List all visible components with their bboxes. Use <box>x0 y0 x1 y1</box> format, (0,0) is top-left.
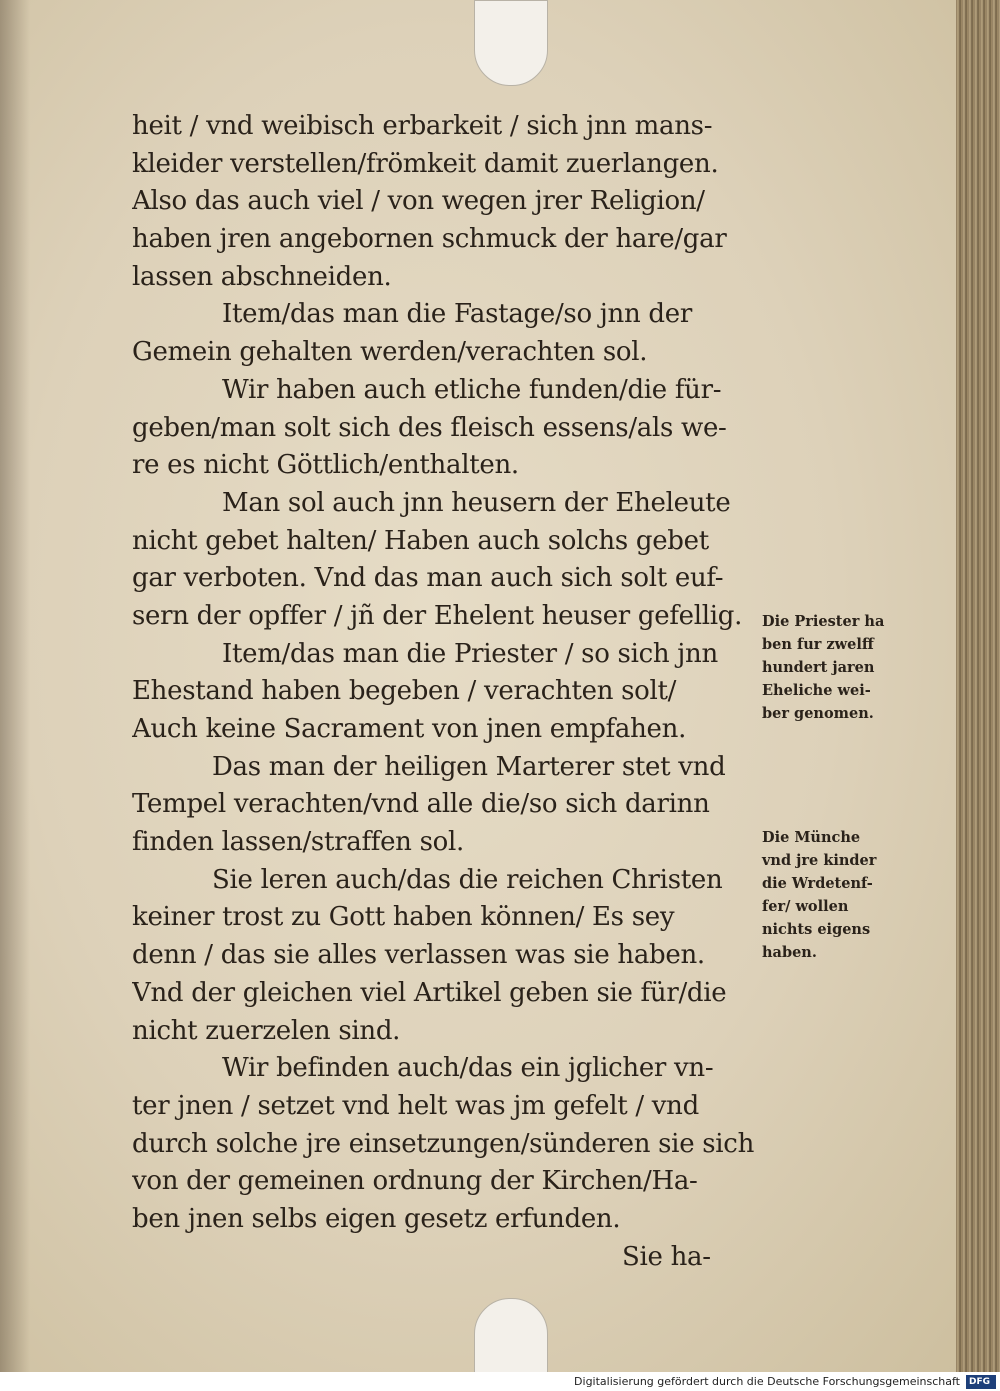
body-line: nicht gebet halten/ Haben auch solchs gebet <box>132 525 709 556</box>
body-line: Wir haben auch etliche funden/die für- <box>222 374 722 405</box>
body-line: durch solche jre einsetzungen/sünderen sie sich <box>132 1128 755 1159</box>
body-line: Man sol auch jnn heusern der Eheleute <box>222 487 731 518</box>
body-line: lassen abschneiden. <box>132 261 392 292</box>
gutter-shadow <box>0 0 30 1372</box>
body-line: Wir befinden auch/das ein jglicher vn- <box>222 1053 714 1084</box>
margin-line: Die Münche <box>762 829 861 846</box>
margin-line: ber genomen. <box>762 705 874 722</box>
page-clip-top <box>474 0 548 86</box>
body-line: nicht zuerzelen sind. <box>132 1015 401 1046</box>
margin-line: haben. <box>762 944 817 961</box>
body-line: re es nicht Göttlich/enthalten. <box>132 450 519 481</box>
body-line: geben/man solt sich des fleisch essens/als we- <box>132 412 727 443</box>
body-line: Sie leren auch/das die reichen Christen <box>212 864 723 895</box>
body-line: von der gemeinen ordnung der Kirchen/Ha- <box>132 1166 698 1197</box>
body-line: kleider verstellen/frömkeit damit zuerlangen. <box>132 148 719 179</box>
body-line: Gemein gehalten werden/verachten sol. <box>132 337 648 368</box>
body-line: Tempel verachten/vnd alle die/so sich darinn <box>132 789 710 820</box>
body-line: ben jnen selbs eigen gesetz erfunden. <box>132 1203 621 1234</box>
margin-line: Die Priester ha <box>762 613 885 630</box>
body-line: haben jren angebornen schmuck der hare/gar <box>132 224 727 255</box>
margin-line: Eheliche wei- <box>762 682 871 699</box>
body-line: heit / vnd weibisch erbarkeit / sich jnn mans- <box>132 111 713 141</box>
margin-line: vnd jre kinder <box>762 852 877 869</box>
body-line: Also das auch viel / von wegen jrer Religion/ <box>132 186 705 217</box>
margin-line: die Wrdetenf- <box>762 875 873 892</box>
margin-line: ben fur zwelff <box>762 636 874 653</box>
footer-credit: Digitalisierung gefördert durch die Deutsche Forschungsgemeinschaft <box>574 1375 960 1388</box>
body-line: Vnd der gleichen viel Artikel geben sie für/die <box>132 977 727 1008</box>
body-line: Item/das man die Priester / so sich jnn <box>222 638 718 669</box>
footer-bar <box>0 1372 1000 1391</box>
body-line: finden lassen/straffen sol. <box>132 827 464 858</box>
margin-line: nichts eigens <box>762 921 871 938</box>
body-text <box>132 108 762 1276</box>
page-clip-bottom <box>474 1298 548 1374</box>
body-line: Auch keine Sacrament von jnen empfahen. <box>132 714 687 744</box>
body-line: sern der opffer / jñ der Ehelent heuser gefellig. <box>132 600 743 631</box>
margin-note-priests <box>762 610 912 725</box>
body-line: Item/das man die Fastage/so jnn der <box>222 299 692 330</box>
body-line: keiner trost zu Gott haben können/ Es sey <box>132 902 675 933</box>
body-line: gar verboten. Vnd das man auch sich solt euf- <box>132 563 724 594</box>
body-line: Ehestand haben begeben / verachten solt/ <box>132 676 677 707</box>
margin-line: hundert jaren <box>762 659 875 676</box>
body-line: ter jnen / setzet vnd helt was jm gefelt / vnd <box>132 1090 699 1121</box>
margin-line: fer/ wollen <box>762 898 849 915</box>
margin-note-monks <box>762 826 912 964</box>
body-line: denn / das sie alles verlassen was sie haben. <box>132 940 705 971</box>
book-page-edges <box>956 0 1000 1372</box>
catchword: Sie ha- <box>622 1241 711 1272</box>
dfg-logo: DFG <box>966 1375 996 1389</box>
body-line: Das man der heiligen Marterer stet vnd <box>212 751 726 782</box>
